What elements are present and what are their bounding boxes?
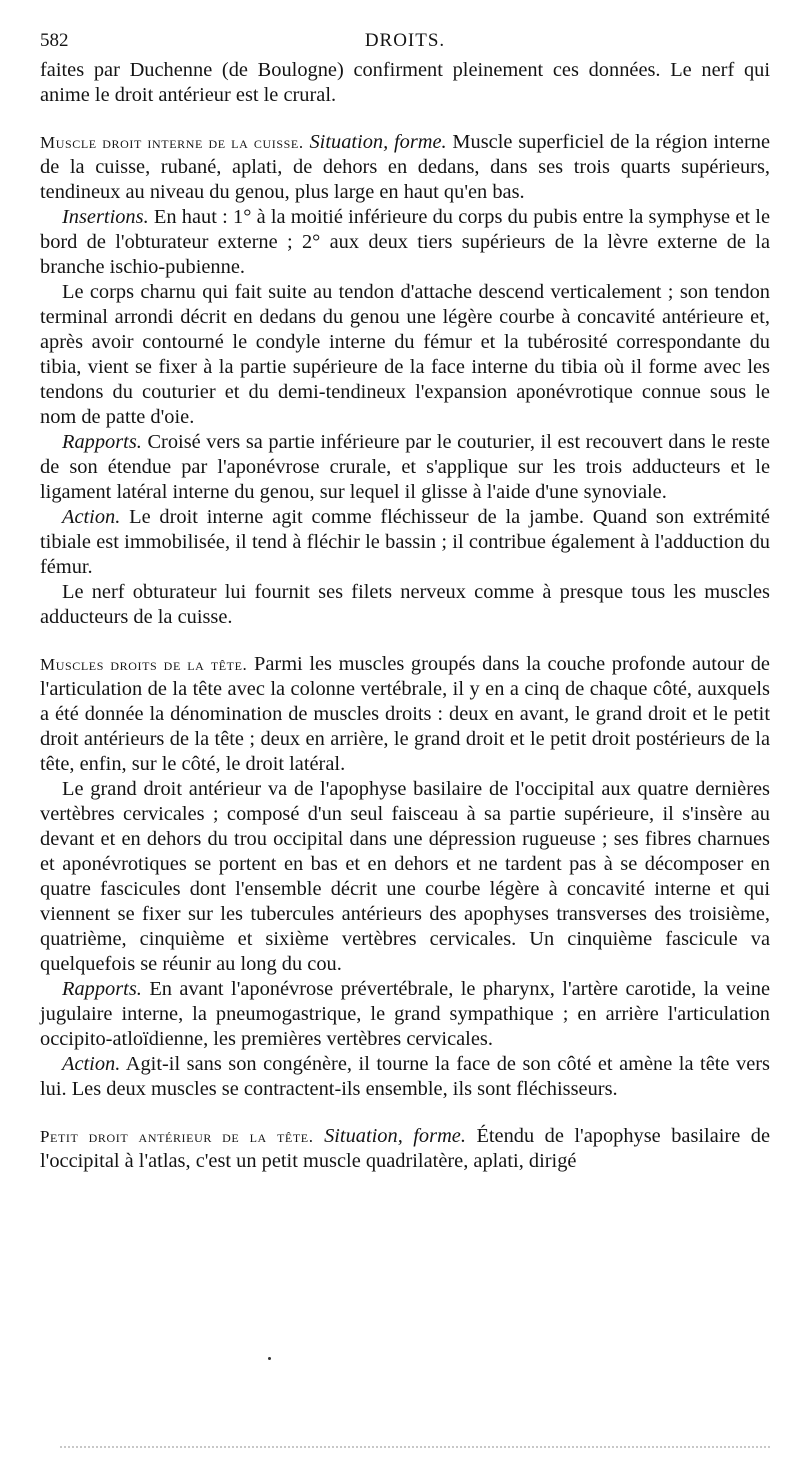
section-heading: Petit droit antérieur de la tête. (40, 1127, 314, 1146)
section-heading: Muscles droits de la tête. (40, 655, 248, 674)
paragraph-text: faites par Duchenne (de Boulogne) confirment pleinement ces données. Le nerf qui anime le droit antérieur est le crural. (40, 59, 770, 106)
section-paragraph (40, 652, 770, 777)
section-heading: Muscle droit interne de la cuisse. (40, 133, 304, 152)
paragraph (40, 58, 770, 108)
footer-bleed-through (60, 1446, 770, 1448)
paragraph-text: Agit-il sans son congénère, il tourne la face de son côté et amène la tête vers lui. Les deux muscles se contractent-ils ensemble, ils sont fléchisseurs. (40, 1053, 770, 1100)
subheading: Rapports. (62, 978, 142, 1000)
paragraph (40, 580, 770, 630)
page-header (40, 22, 770, 58)
paragraph (40, 1052, 770, 1102)
stray-mark (268, 1357, 271, 1360)
paragraph-text: Le corps charnu qui fait suite au tendon d'attache descend verticalement ; son tendon terminal arrondi décrit en dedans du genou une légère courbe à concavité antérieure et, après avoir contourné le condyle interne du fémur et la tubérosité correspondante du tibia, vient se fixer à la partie supérieure de la face interne du tibia où il forme avec les tendons du couturier et du demi-tendineux l'expansion aponévrotique connue sous le nom de patte d'oie. (40, 281, 770, 428)
paragraph (40, 205, 770, 280)
paragraph-text: Le nerf obturateur lui fournit ses filets nerveux comme à presque tous les muscles adducteurs de la cuisse. (40, 581, 770, 628)
running-title: DROITS. (364, 30, 446, 51)
page-number: 582 (40, 30, 69, 51)
subheading: Insertions. (62, 206, 149, 228)
paragraph (40, 977, 770, 1052)
paragraph-text: Croisé vers sa partie inférieure par le couturier, il est recouvert dans le reste de son étendue par l'aponévrose crurale, et s'applique sur les trois adducteurs et le ligament latéral interne du genou, sur lequel il glisse à l'aide d'une synoviale. (40, 431, 770, 503)
subheading: Action. (62, 506, 121, 528)
subheading: Action. (62, 1053, 121, 1075)
paragraph (40, 280, 770, 430)
paragraph-text: En haut : 1° à la moitié inférieure du corps du pubis entre la symphyse et le bord de l'obturateur externe ; 2° aux deux tiers supérieurs de la lèvre externe de la branche ischio-pubienne. (40, 206, 770, 278)
paragraph-text: Muscle superficiel de la région interne de la cuisse, rubané, aplati, de dehors en dedans, dans ses trois quarts supérieurs, tendineux au niveau du genou, plus large en haut qu'en bas. (40, 131, 770, 203)
section-paragraph (40, 130, 770, 205)
paragraph-text: En avant l'aponévrose prévertébrale, le pharynx, l'artère carotide, la veine jugulaire interne, la pneumogastrique, le grand sympathique ; en arrière l'articulation occipito-atloïdienne, les premières vertèbres cervicales. (40, 978, 770, 1050)
paragraph (40, 505, 770, 580)
subheading: Situation, forme. (309, 131, 447, 153)
section-paragraph (40, 1124, 770, 1174)
paragraph (40, 777, 770, 977)
paragraph (40, 430, 770, 505)
paragraph-text: Le grand droit antérieur va de l'apophyse basilaire de l'occipital aux quatre dernières vertèbres cervicales ; composé d'un seul faisceau à sa partie supérieure, il s'insère au devant et en dehors du trou occipital dans une dépression rugueuse ; ses fibres charnues et aponévrotiques se portent en bas et en dehors et ne tardent pas à se décomposer en quatre fascicules dont l'ensemble décrit une courbe légère à concavité interne et qui viennent se fixer sur les tubercules antérieurs des apophyses transverses des troisième, quatrième, cinquième et sixième vertèbres cervicales. Un cinquième fascicule va quelquefois se réunir au long du cou. (40, 778, 770, 975)
page-body (40, 58, 770, 1174)
paragraph-text: Parmi les muscles groupés dans la couche profonde autour de l'articulation de la tête avec la colonne vertébrale, il y en a cinq de chaque côté, auxquels a été donnée la dénomination de muscles droits : deux en avant, le grand droit et le petit droit antérieurs de la tête ; deux en arrière, le grand droit et le petit droit postérieurs de la tête, enfin, sur le côté, le droit latéral. (40, 653, 770, 775)
paragraph-text: Étendu de l'apophyse basilaire de l'occipital à l'atlas, c'est un petit muscle quadrilatère, aplati, dirigé (40, 1125, 770, 1172)
paragraph-text: Le droit interne agit comme fléchisseur de la jambe. Quand son extrémité tibiale est immobilisée, il tend à fléchir le bassin ; il contribue également à l'adduction du fémur. (40, 506, 770, 578)
subheading: Rapports. (62, 431, 142, 453)
subheading: Situation, forme. (324, 1125, 466, 1147)
